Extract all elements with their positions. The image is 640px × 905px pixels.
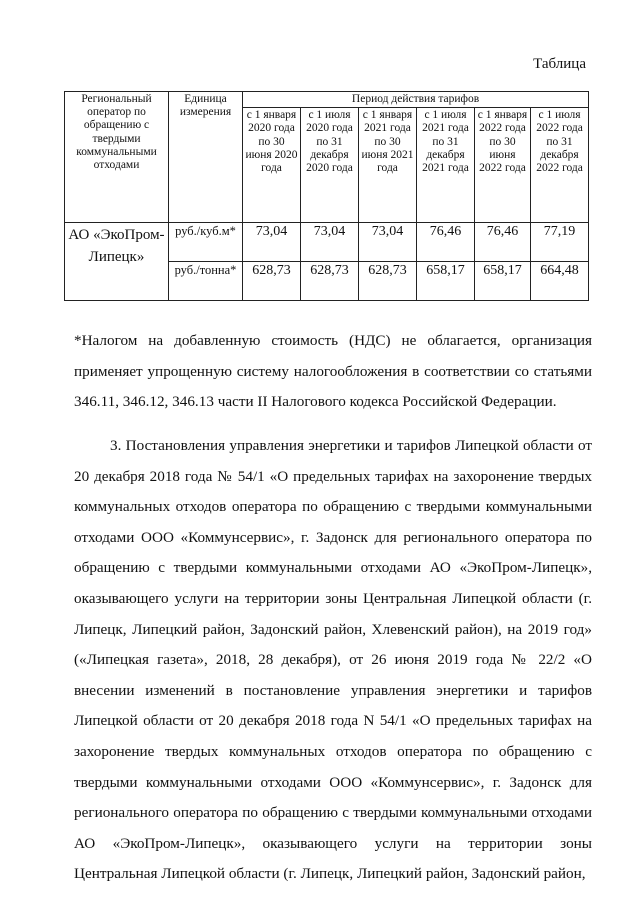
header-period: Период действия тарифов — [243, 92, 589, 108]
unit-cell: руб./тонна* — [169, 262, 243, 301]
table-caption: Таблица — [533, 56, 586, 72]
period-cell: с 1 июля 2021 года по 31 декабря 2021 года — [417, 108, 475, 223]
period-cell: с 1 января 2022 года по 30 июня 2022 года — [475, 108, 531, 223]
header-unit: Единица измерения — [169, 92, 243, 223]
value-cell: 658,17 — [417, 262, 475, 301]
header-row-1 — [65, 92, 589, 108]
operator-name: АО «ЭкоПром-Липецк» — [65, 223, 169, 301]
unit-cell: руб./куб.м* — [169, 223, 243, 262]
value-cell: 628,73 — [359, 262, 417, 301]
period-cell: с 1 июля 2022 года по 31 декабря 2022 года — [531, 108, 589, 223]
value-cell: 664,48 — [531, 262, 589, 301]
header-operator: Региональный оператор по обращению с твердыми коммунальными отходами — [65, 92, 169, 223]
footnote-paragraph: *Налогом на добавленную стоимость (НДС) не облагается, организация применяет упрощенную систему налогообложения в соответствии со статьями 346.11, 346.12, 346.13 части II Налогового кодекса Российской Федерации. — [74, 332, 592, 411]
value-cell: 76,46 — [475, 223, 531, 262]
period-cell: с 1 января 2020 года по 30 июня 2020 года — [243, 108, 301, 223]
value-cell: 73,04 — [243, 223, 301, 262]
tariff-table — [64, 91, 589, 301]
value-cell: 628,73 — [243, 262, 301, 301]
value-cell: 628,73 — [301, 262, 359, 301]
clause-paragraph: 3. Постановления управления энергетики и тарифов Липецкой области от 20 декабря 2018 года № 54/1 «О предельных тарифах на захоронение твердых коммунальных отходов оператора по обращению с твердыми коммунальными отходами ООО «Коммунсервис», г. Задонск для регионального оператора по обращению с твердыми коммунальными отходами АО «ЭкоПром-Липецк», оказывающего услуги на территории зоны Центральная Липецкой области (г. Липецк, Липецкий район, Задонский район, Хлевенский район), на 2019 год» («Липецкая газета», 2018, 28 декабря), от 26 июня 2019 года № 22/2 «О внесении изменений в постановление управления энергетики и тарифов Липецкой области от 20 декабря 2018 года N 54/1 «О предельных тарифах на захоронение твердых коммунальных отходов оператора по обращению с твердыми коммунальными отходами ООО «Коммунсервис», г. Задонск для регионального оператора по обращению с твердыми коммунальными отходами АО «ЭкоПром-Липецк», оказывающего услуги на территории зоны Центральная Липецкой области (г. Липецк, Липецкий район, Задонский район, — [74, 437, 592, 883]
value-cell: 73,04 — [301, 223, 359, 262]
table-row — [65, 223, 589, 262]
period-cell: с 1 января 2021 года по 30 июня 2021 года — [359, 108, 417, 223]
value-cell: 76,46 — [417, 223, 475, 262]
value-cell: 658,17 — [475, 262, 531, 301]
value-cell: 77,19 — [531, 223, 589, 262]
period-cell: с 1 июля 2020 года по 31 декабря 2020 года — [301, 108, 359, 223]
value-cell: 73,04 — [359, 223, 417, 262]
